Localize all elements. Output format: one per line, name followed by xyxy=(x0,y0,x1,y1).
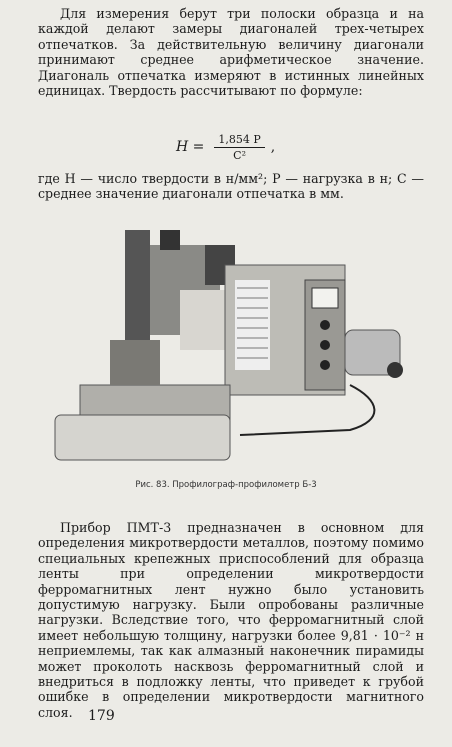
page-number: 179 xyxy=(88,708,115,724)
head-knob xyxy=(160,230,180,250)
hardness-formula xyxy=(176,132,275,162)
specimen-stage xyxy=(110,340,160,385)
intro-paragraph: Для измерения берут три полоски образца и на каждой делают замеры диагоналей трех-четырех отпечатков. За действительную величину диагонали принимают среднее арифметическое значение. Диагональ отпечатка измеряют в истинных линейных единицах. Твердость рассчитывают по формуле: xyxy=(38,6,424,99)
figure-caption: Рис. 83. Профилограф-профилометр Б-3 xyxy=(135,480,317,490)
control-knob-3 xyxy=(320,360,330,370)
formula-denominator: C² xyxy=(233,148,246,162)
formula-fraction xyxy=(214,133,264,162)
definitions-paragraph: где H — число твердости в н/мм²; P — нагрузка в н; C — среднее значение диагонали отпечатка в мм. xyxy=(38,171,424,202)
profilograph-photo xyxy=(50,210,420,465)
formula-lhs: H = xyxy=(176,139,205,155)
control-knob-2 xyxy=(320,340,330,350)
base-plate xyxy=(55,415,230,460)
formula-trail: , xyxy=(270,139,276,155)
cabinet-vent xyxy=(235,280,270,370)
left-column xyxy=(125,230,150,350)
meter-dial xyxy=(312,288,338,308)
recorder-roller xyxy=(387,362,403,378)
control-knob-1 xyxy=(320,320,330,330)
main-paragraph: Прибор ПМТ-3 предназначен в основном для определения микротвердости металлов, поэтому помимо специальных крепежных приспособлений для образца ленты при определении микротвердости ферромагнитных лент нужно было установить допустимую нагрузку. Были опробованы различные нагрузки. Вследствие того, что ферромагнитный слой имеет небольшую толщину, нагрузки более 9,81 · 10⁻² н неприемлемы, так как алмазный наконечник пирамиды может проколоть насквозь ферромагнитный слой и внедриться в подложку ленты, что приведет к грубой ошибке в определении микротвердости магнитного слоя. xyxy=(38,520,424,720)
formula-numerator: 1,854 P xyxy=(214,133,264,148)
